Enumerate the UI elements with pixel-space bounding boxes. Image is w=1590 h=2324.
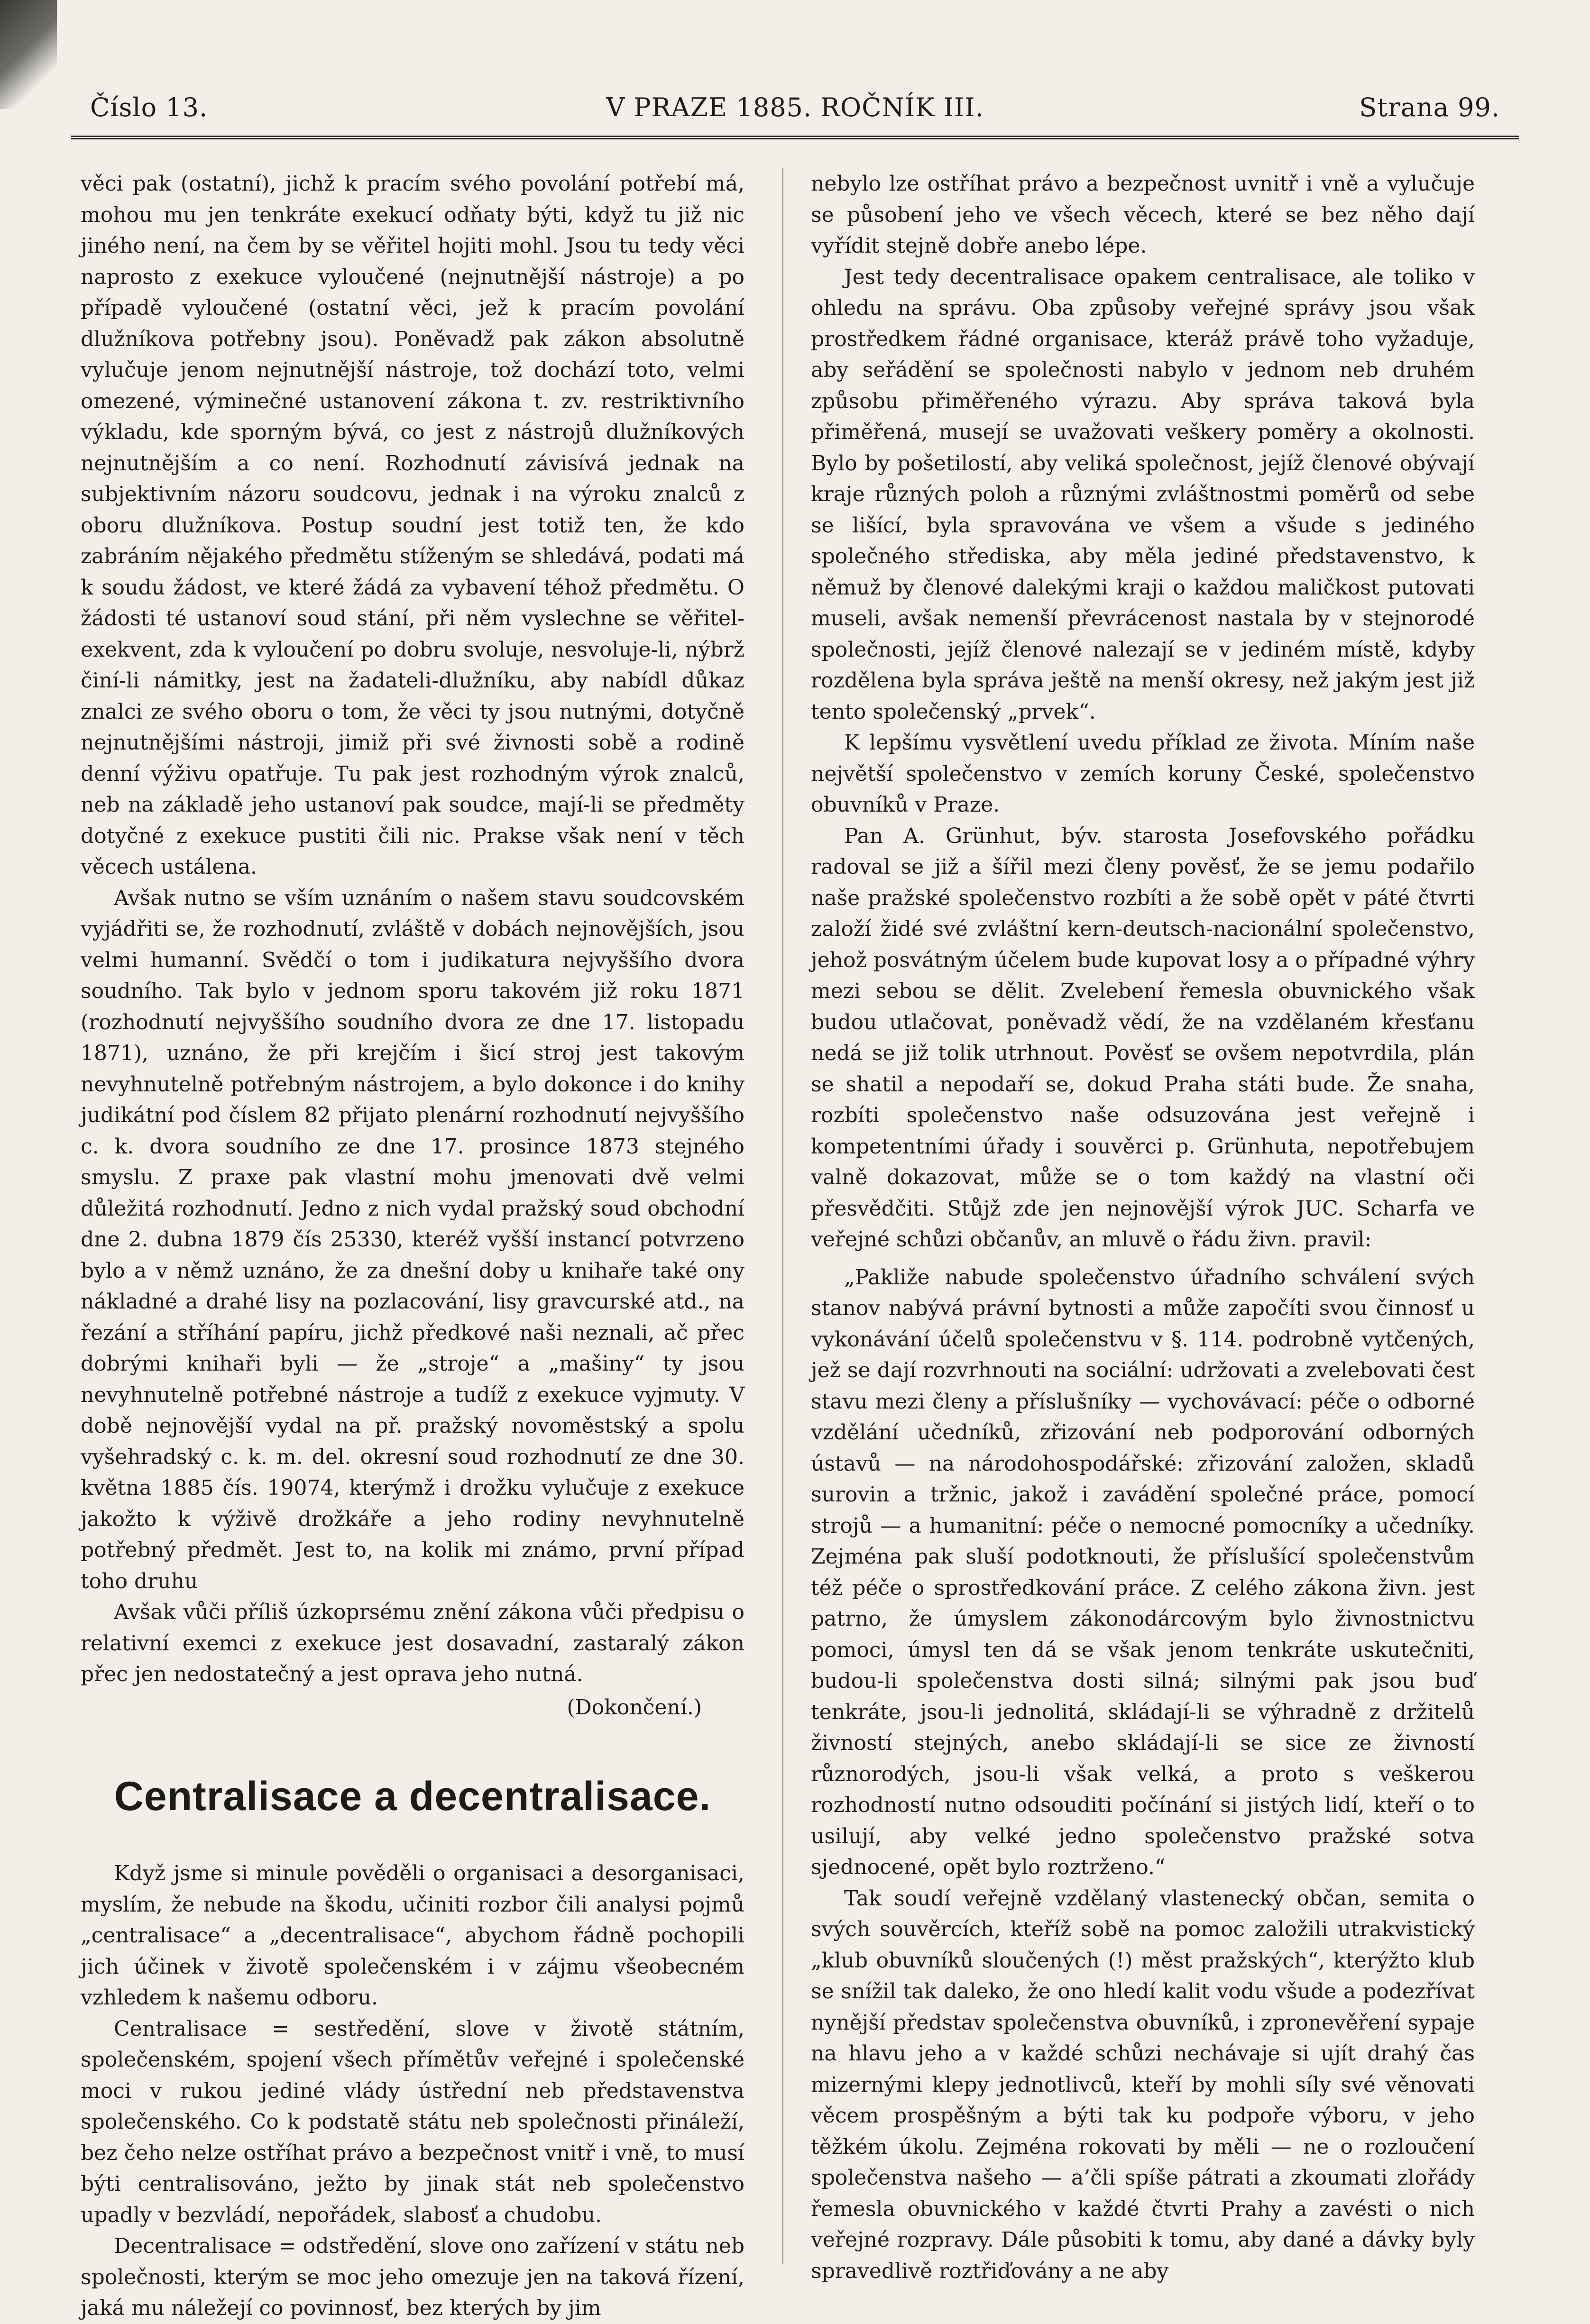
issue-number: Číslo 13. <box>90 92 208 122</box>
continuation-note: (Dokončení.) <box>567 1695 702 1720</box>
paragraph: věci pak (ostatní), jichž k pracím svého povolání potřebí má, mohou mu jen tenkráte exekucí odňaty býti, když tu již nic jiného není, na čem by se věřitel hojiti mohl. Jsou tu tedy věci naprosto z exekuce vyloučené (nejnutnější nástroje) a po případě vyloučené (ostatní věci, jež k pracím povolání dlužníkova potřebny jsou). Poněvadž pak zákon absolutně vylučuje jenom nejnutnější nástroje, tož dochází toto, velmi omezené, výminečné ustanovení zákona t. zv. restriktivního výkladu, kde sporným bývá, co jest z nástrojů dlužníkových nejnutnějším a co není. Rozhodnutí závisívá jednak na subjektivním názoru soudcovu, jednak i na výroku znalců z oboru dlužníkova. Postup soudní jest totiž ten, že kdo zabráním nějakého předmětu stíženým se shledává, podati má k soudu žádost, ve které žádá za vybavení téhož předmětu. O žádosti té ustanoví soud stání, při něm vyslechne se věřitel-exekvent, zda k vyloučení po dobru svoluje, nesvoluje-li, nýbrž činí-li námitky, jest na žadateli-dlužníku, aby nabídl důkaz znalci ze svého oboru o tom, že věci ty jsou nutnými, dotyčně nejnutnějšími nástroji, jimiž při své živnosti sobě a rodině denní výživu opatřuje. Tu pak jest rozhodným výrok znalců, neb na základě jeho ustanoví pak soudce, mají-li se předměty dotyčné z exekuce pustiti čili nic. Prakse však není v těch věcech ustálena. <box>81 172 744 879</box>
paragraph: Centralisace = sestředění, slove v životě státním, společenském, spojení všech přímětův veřejné i společenské moci v rukou jediné vlády ústřední neb představenstva společenského. Co k podstatě státu neb společnosti přináleží, bez čeho nelze ostříhat právo a bezpečnost vnitř i vně, to musí býti centralisováno, ježto by jinak stát neb společenstvo upadly v bezvládí, nepořádek, slabosť a chudobu. <box>81 2016 744 2227</box>
page-corner-shadow <box>0 0 57 109</box>
quotation: „Pakliže nabude společenstvo úřadního schválení svých stanov nabývá právní bytnosti a může započíti svou činnosť u vykonávání účelů společenstvu v §. 114. podrobně vytčených, jež se dají rozvrhnouti na sociální: udržovati a zvelebovati čest stavu mezi členy a příslušníky — vychovávací: péče o odborné vzdělání učedníků, zřizování neb podporování odborných ústavů — na národohospodářské: zřizování založen, skladů surovin a tržnic, jakož i zavádění společné práce, pomocí strojů — a humanitní: péče o nemocné pomocníky a učedníky. Zejména pak sluší podotknouti, že příslušící společenstvům též péče o sprostředkování práce. Z celého zákona živn. jest patrno, že úmyslem zákonodárcovým bylo živnostnictvu pomoci, úmysl ten dá se však jenom tenkráte uskutečniti, budou-li společenstva dosti silná; silnými pak jsou buď tenkráte, jsou-li jednolitá, skládají-li se výhradně z držitelů živností stejných, anebo skládají-li se sice ze živností různorodých, jsou-li však velká, a proto s veškerou rozhodností nutno odsouditi počínání si jistých lidí, kteří o to usilují, aby velké jedno společenstvo pražské sotva sjednocené, opět bylo roztrženo.“ <box>811 1265 1475 1879</box>
paragraph: Jest tedy decentralisace opakem centralisace, ale toliko v ohledu na správu. Oba způsoby veřejné správy jsou však prostředkem řádné organisace, kteráž právě toho vyžaduje, aby seřádění se společnosti nabylo v jednom neb druhém způsobu přiměřeného výrazu. Aby správa taková byla přiměřená, musejí se uvažovati veškery poměry a okolnosti. Bylo by pošetilostí, aby veliká společnost, jejíž členové obývají kraje různých poloh a různými zvláštnostmi poměrů od sebe se lišící, byla spravována ve všem a všude s jediného společného střediska, aby měla jediné představenstvo, k němuž by členové dalekými kraji o každou maličkost putovati museli, avšak nemenší převrácenost nastala by v stejnorodé společnosti, jejíž členové nalezají se v jediném místě, kdyby rozdělena byla správa ještě na menší okresy, než jakým jest již tento společenský „prvek“. <box>811 265 1475 724</box>
left-column <box>81 168 744 2324</box>
paragraph: Decentralisace = odstředění, slove ono zařízení v státu neb společnosti, kterým se moc jeho omezuje jen na taková řízení, jaká mu náležejí co povinnosť, bez kterých by jim <box>81 2234 744 2320</box>
paragraph: Když jsme si minule pověděli o organisaci a desorganisaci, myslím, že nebude na škodu, učiniti rozbor čili analysi pojmů „centralisace“ a „decentralisace“, abychom řádně pochopili jich účinek v životě společenském i v zájmu všeobecném vzhledem k našemu odboru. <box>81 1861 744 2010</box>
column-divider <box>782 168 783 2264</box>
page-header <box>90 92 1500 135</box>
paragraph: Tak soudí veřejně vzdělaný vlastenecký občan, semita o svých souvěrcích, kteříž sobě na pomoc založili utrakvistický „klub obuvníků sloučených (!) měst pražských“, kterýžto klub se snížil tak daleko, že ono hledí kalit vodu všude a podezřívat nynější představ společenstva obuvníků, i zpronevěření sypaje na hlavu jeho a v každé schůzi nechávaje si ujít drahý čas mizernými klepy jednotlivců, kteří by mohli síly své věnovati věcem prospěšným a býti tak ku podpoře výboru, v jeho těžkém úkolu. Zejména rokovati by měli — ne o rozloučení společenstva našeho — a’čli spíše pátrati a zkoumati zlořády řemesla obuvnického v každé čtvrti Prahy a zavésti o nich veřejné rozpravy. Dále působiti k tomu, aby dané a dávky byly spravedlivě roztřiďovány a ne aby <box>811 1886 1475 2283</box>
page-number: Strana 99. <box>1359 92 1500 122</box>
paragraph: Pan A. Grünhut, býv. starosta Josefovského pořádku radoval se již a šířil mezi členy pověsť, že se jemu podařilo naše pražské společenstvo rozbíti a že sobě opět v páté čtvrti založí židé své zvláštní kern-deutsch-nacionální společenstvo, jehož posvátným účelem bude kupovat losy a o případné výhry mezi sebou se dělit. Zvelebení řemesla obuvnického však budou utlačovat, poněvadž vědí, že na vzdělaném křesťanu nedá se již tolik utrhnout. Pověsť se ovšem nepotvrdila, plán se shatil a nepodaří se, dokud Praha státi bude. Že snaha, rozbíti společenstvo naše odsuzována jest veřejně i kompetentními úřady i souvěrci p. Grünhuta, nepotřebujem valně dokazovat, může se o tom každý na vlastní oči přesvědčiti. Stůjž zde jen nejnovější výrok JUC. Scharfa ve veřejné schůzi občanův, an mluvě o řádu živn. pravil: <box>811 823 1475 1252</box>
article-heading: Centralisace a decentralisace. <box>114 1774 711 1819</box>
right-column <box>811 168 1475 2287</box>
place-year-volume: V PRAZE 1885. ROČNÍK III. <box>606 92 984 122</box>
paragraph: nebylo lze ostříhat právo a bezpečnost uvnitř i vně a vylučuje se působení jeho ve všech věcech, které se bez něho dají vyřídit stejně dobře anebo lépe. <box>811 172 1475 258</box>
header-rule <box>71 136 1519 139</box>
paragraph: Avšak nutno se vším uznáním o našem stavu soudcovském vyjádřiti se, že rozhodnutí, zvláště v dobách nejnovějších, jsou velmi humanní. Svědčí o tom i judikatura nejvyššího dvora soudního. Tak bylo v jednom sporu takovém již roku 1871 (rozhodnutí nejvyššího soudního dvora ze dne 17. listopadu 1871), uznáno, že při krejčím i šicí stroj jest takovým nevyhnutelně potřebným nástrojem, a bylo dokonce i do knihy judikátní pod číslem 82 přijato plenární rozhodnutí nejvyššího c. k. dvora soudního ze dne 17. prosince 1873 stejného smyslu. Z praxe pak vlastní mohu jmenovati dvě velmi důležitá rozhodnutí. Jedno z nich vydal pražský soud obchodní dne 2. dubna 1879 čís 25330, kteréž vyšší instancí potvrzeno bylo a v němž uznáno, že za dnešní doby u knihaře také ony nákladné a drahé lisy na pozlacování, lisy gravcurské atd., na řezání a stříhání papíru, jichž předkové naši neznali, ač přec dobrými knihaři byli — že „stroje“ a „mašiny“ ty jsou nevyhnutelně potřebné nástroje a tudíž z exekuce vyjmuty. V době nejnovější vydal na př. pražský novoměstský a spolu vyšehradský c. k. m. del. okresní soud rozhodnutí ze dne 30. května 1885 čís. 19074, kterýmž i drožku vylučuje z exekuce jakožto k výživě drožkáře a jeho rodiny nevyhnutelně potřebný předmět. Jest to, na kolik mi známo, první případ toho druhu <box>81 886 744 1593</box>
paragraph: Avšak vůči příliš úzkoprsému znění zákona vůči předpisu o relativní exemci z exekuce jest dosavadní, zastaralý zákon přec jen nedostatečný a jest oprava jeho nutná. <box>81 1600 744 1686</box>
paragraph: K lepšímu vysvětlení uvedu příklad ze života. Míním naše největší společenstvo v zemích koruny České, společenstvo obuvníků v Praze. <box>811 731 1475 817</box>
